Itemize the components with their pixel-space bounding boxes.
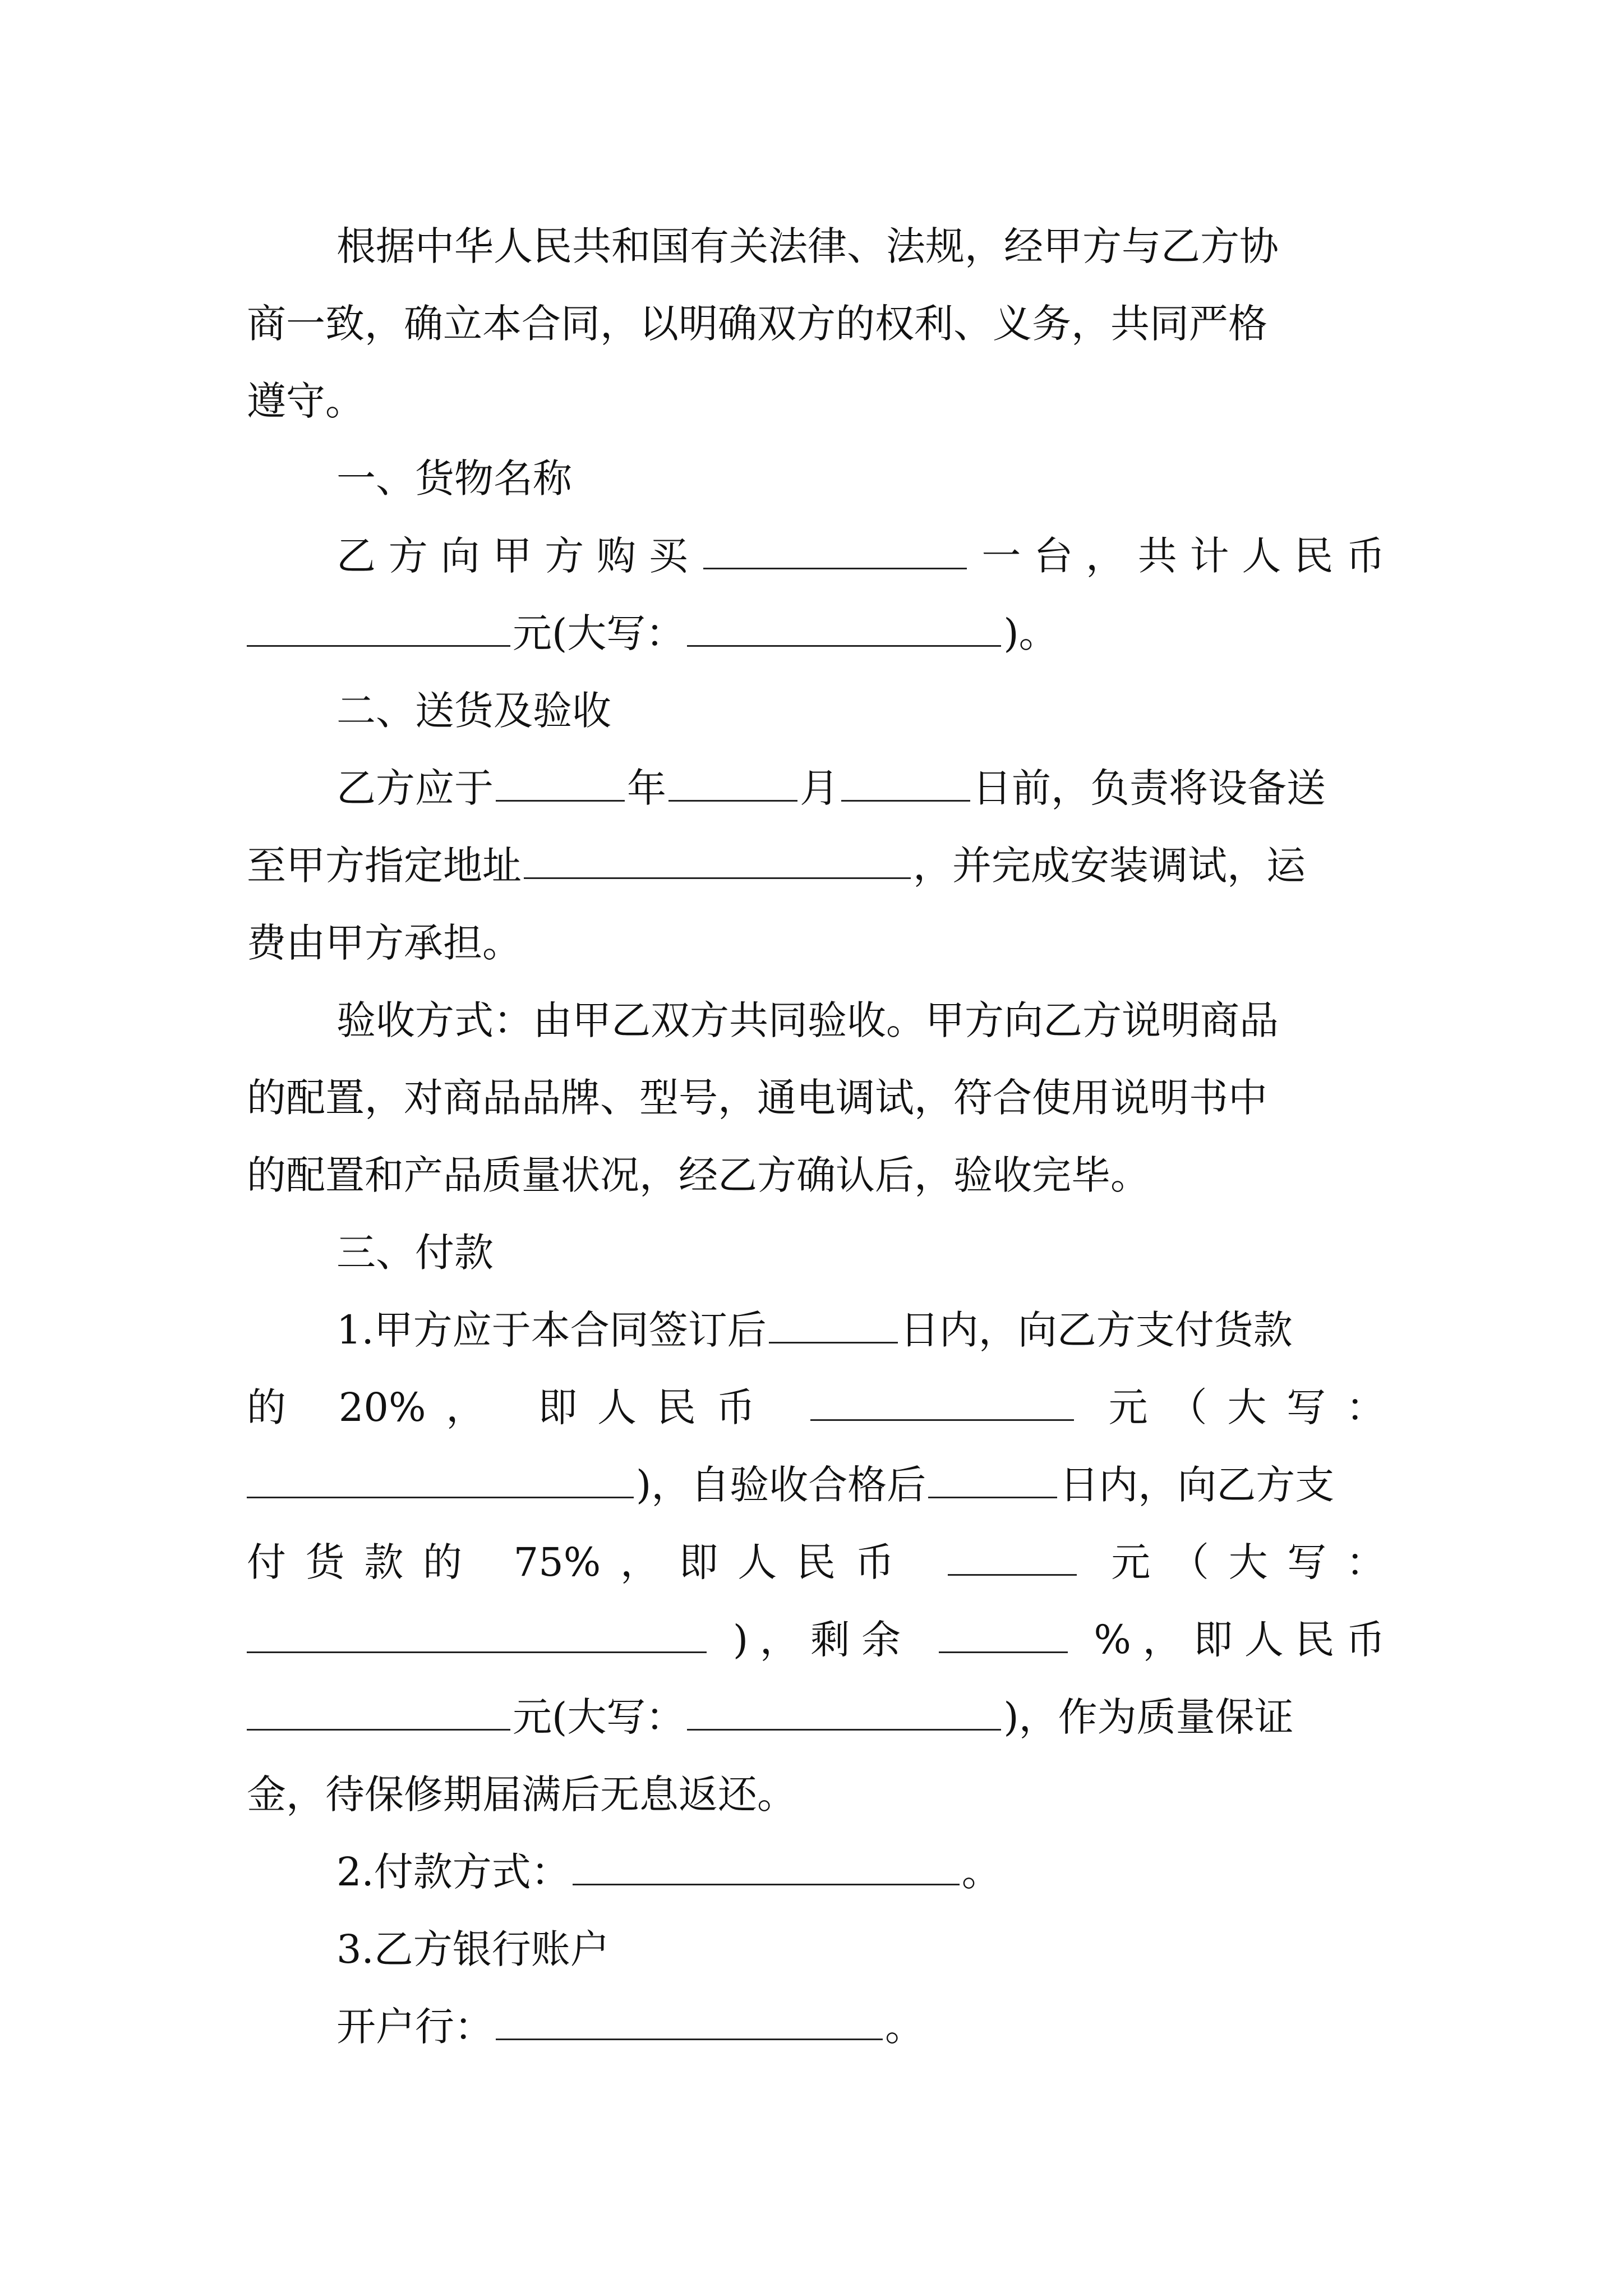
delivery-year-label: 年 <box>627 765 666 811</box>
acceptance-text-3: 的配置和产品质量状况，经乙方确认后，验收完毕。 <box>247 1152 1150 1198</box>
payment-method-blank[interactable] <box>573 1848 960 1885</box>
goods-text-d: )。 <box>1003 610 1058 656</box>
payment-text-2b: 即人民币 <box>538 1384 776 1430</box>
intro-line-2 <box>247 285 1385 362</box>
payment-line-6 <box>247 1678 1385 1756</box>
delivery-month-label: 月 <box>800 765 839 811</box>
payment-text-4a: 付货款的 75%，即人民币 <box>247 1539 914 1585</box>
payment-text-5a: )，剩余 <box>732 1617 912 1663</box>
payment-amount-blank-3[interactable] <box>247 1694 510 1731</box>
payment-amount-blank-2[interactable] <box>948 1539 1077 1576</box>
payment-text-2c: 元（大写： <box>1108 1384 1385 1430</box>
bank-end: 。 <box>885 2004 924 2050</box>
delivery-year-blank[interactable] <box>496 765 625 802</box>
payment-text-3a: )，自验收合格后 <box>636 1462 926 1508</box>
payment-text-2a: 的 20%， <box>247 1384 506 1430</box>
goods-text-b: 一台，共计人民币 <box>969 533 1385 579</box>
acceptance-line-1 <box>247 982 1385 1059</box>
acceptance-text-1: 验收方式：由甲乙双方共同验收。甲方向乙方说明商品 <box>336 997 1279 1043</box>
bank-account-title <box>247 1911 1385 1988</box>
payment-amount-words-blank-1[interactable] <box>247 1461 634 1498</box>
payment-text-5b: %，即人民币 <box>1094 1617 1385 1663</box>
payment-text-7: 金，待保修期届满后无息返还。 <box>247 1772 796 1818</box>
delivery-month-blank[interactable] <box>668 765 797 802</box>
payment-method-line <box>247 1833 1385 1911</box>
acceptance-line-2 <box>247 1059 1385 1137</box>
intro-line-1 <box>247 208 1385 285</box>
payment-text-6a: 元(大写： <box>513 1694 685 1740</box>
bank-account-heading: 3.乙方银行账户 <box>336 1926 610 1972</box>
payment-text-1b: 日内，向乙方支付货款 <box>900 1307 1293 1353</box>
payment-days-blank-2[interactable] <box>928 1461 1057 1498</box>
delivery-line-1 <box>247 749 1385 827</box>
goods-amount-words-blank[interactable] <box>687 610 1001 647</box>
section-1-heading: 一、货物名称 <box>336 455 572 501</box>
payment-line-5 <box>247 1601 1385 1678</box>
section-2-title <box>247 672 1385 749</box>
delivery-text-c: ，并完成安装调试，运 <box>913 843 1306 889</box>
delivery-line-2 <box>247 827 1385 904</box>
goods-line-1 <box>247 517 1385 595</box>
delivery-line-3 <box>247 904 1385 982</box>
payment-text-1a: 1.甲方应于本合同签订后 <box>336 1307 767 1353</box>
payment-line-2 <box>247 1369 1385 1446</box>
delivery-text-d: 费由甲方承担。 <box>247 920 522 966</box>
payment-line-4 <box>247 1524 1385 1601</box>
delivery-text-a: 乙方应于 <box>336 765 494 811</box>
payment-line-7 <box>247 1756 1385 1833</box>
goods-text-c: 元(大写： <box>513 610 685 656</box>
delivery-text-day: 日前，负责将设备送 <box>972 765 1326 811</box>
delivery-day-blank[interactable] <box>841 765 970 802</box>
delivery-text-b: 至甲方指定地址 <box>247 843 522 889</box>
intro-text-1: 根据中华人民共和国有关法律、法规，经甲方与乙方协 <box>336 223 1279 269</box>
delivery-address-blank[interactable] <box>524 842 911 879</box>
payment-text-3b: 日内，向乙方支 <box>1059 1462 1335 1508</box>
bank-line <box>247 1988 1385 2065</box>
payment-method-label: 2.付款方式： <box>336 1849 570 1895</box>
payment-line-3 <box>247 1446 1385 1524</box>
payment-line-1 <box>247 1291 1385 1369</box>
intro-line-3 <box>247 362 1385 440</box>
intro-text-3: 遵守。 <box>247 378 365 424</box>
bank-name-blank[interactable] <box>496 2003 883 2040</box>
section-2-heading: 二、送货及验收 <box>336 688 611 734</box>
section-3-title <box>247 1214 1385 1291</box>
payment-amount-blank-1[interactable] <box>810 1384 1074 1421</box>
payment-percent-blank[interactable] <box>939 1616 1068 1653</box>
payment-days-blank-1[interactable] <box>769 1306 898 1343</box>
section-1-title <box>247 440 1385 517</box>
payment-amount-words-blank-2[interactable] <box>247 1616 707 1653</box>
goods-amount-blank[interactable] <box>247 610 510 647</box>
bank-label: 开户行： <box>336 2004 494 2050</box>
contract-page <box>247 208 1385 2065</box>
payment-amount-words-blank-3[interactable] <box>687 1694 1001 1731</box>
intro-text-2: 商一致，确立本合同，以明确双方的权利、义务，共同严格 <box>247 301 1267 347</box>
payment-text-4b: 元（大写： <box>1111 1539 1385 1585</box>
acceptance-text-2: 的配置，对商品品牌、型号，通电调试，符合使用说明书中 <box>247 1075 1267 1121</box>
section-3-heading: 三、付款 <box>336 1230 494 1276</box>
goods-text-a: 乙方向甲方购买 <box>336 533 701 579</box>
goods-name-blank[interactable] <box>703 532 967 569</box>
acceptance-line-3 <box>247 1137 1385 1214</box>
payment-method-end: 。 <box>961 1849 1001 1895</box>
goods-line-2 <box>247 595 1385 672</box>
payment-text-6b: )，作为质量保证 <box>1003 1694 1294 1740</box>
